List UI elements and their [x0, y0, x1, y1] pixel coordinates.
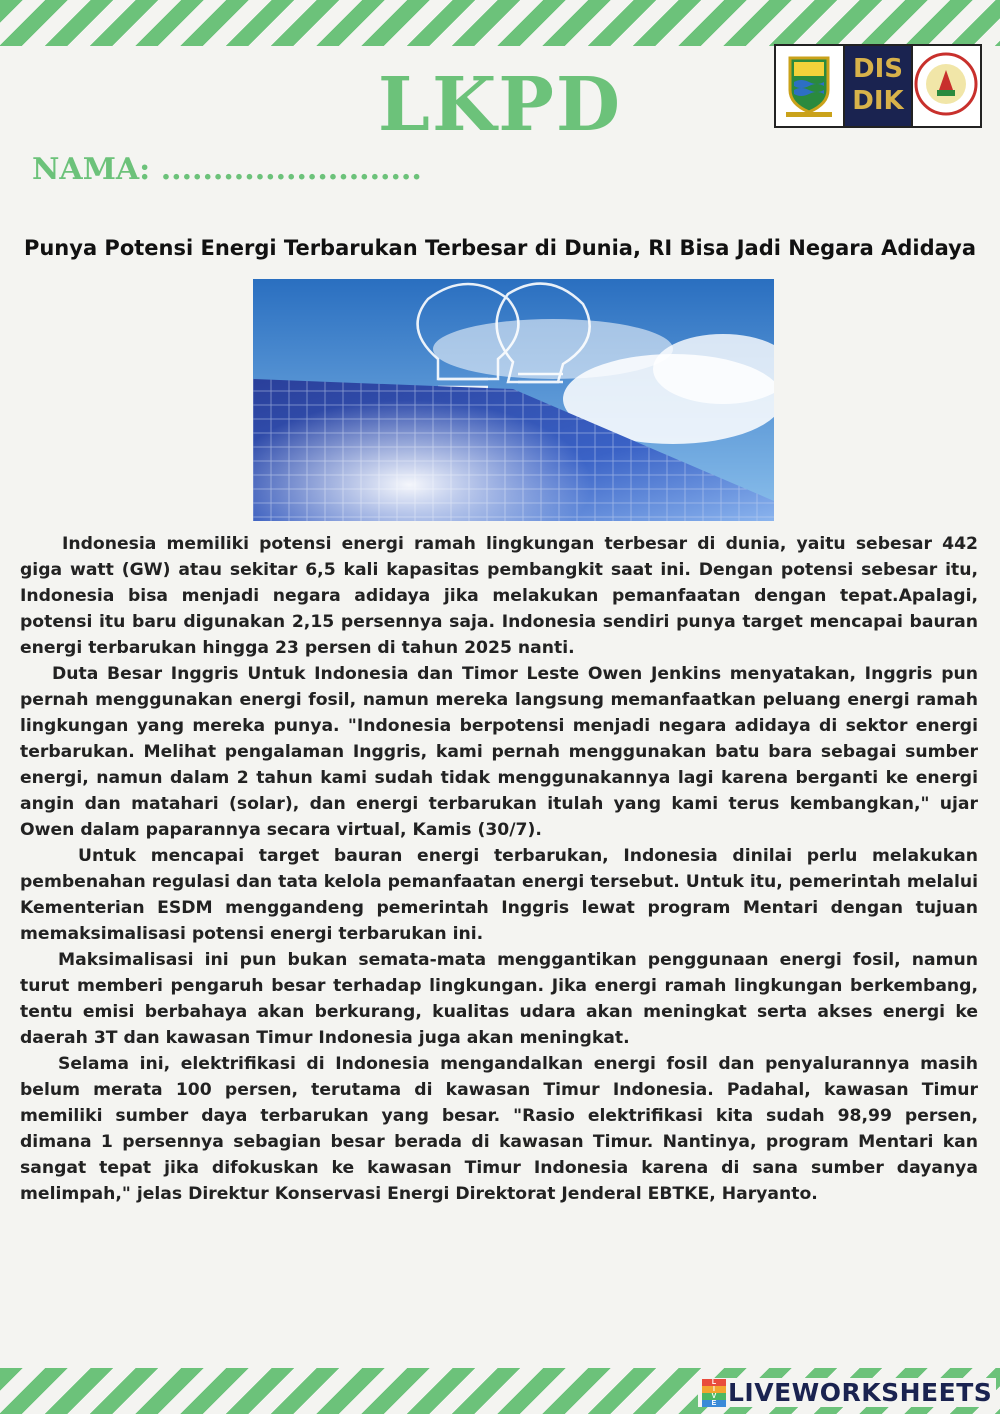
article-paragraph: Indonesia memiliki potensi energi ramah lingkungan terbesar di dunia, yaitu sebesar 442 giga watt (GW) atau sekitar 6,5 kali kapasitas pembangkit saat ini. Dengan potensi sebesar itu, Indonesia bisa menjadi negara adidaya jika melakukan pemanfaatan dengan tepat.Apalagi, potensi itu baru digunakan 2,15 persennya saja. Indonesia sendiri punya target mencapai bauran energi terbarukan hingga 23 persen di tahun 2025 nanti. [20, 534, 978, 658]
brand-mark-icon: L I V E [702, 1379, 726, 1407]
top-stripe-border [0, 0, 1000, 46]
solar-panel-image [253, 279, 774, 521]
article-paragraph: Duta Besar Inggris Untuk Indonesia dan Timor Leste Owen Jenkins menyatakan, Inggris pun pernah menggunakan energi fosil, namun mereka langsung memanfaatkan peluang energi ramah lingkungan yang mereka punya. "Indonesia berpotensi menjadi negara adidaya di sektor energi terbarukan. Melihat pengalaman Inggris, kami pernah menggunakan batu bara sebagai sumber energi, namun dalam 2 tahun kami sudah tidak menggunakannya lagi karena berganti ke energi angin dan matahari (solar), dan energi terbarukan itulah yang kami terus kembangkan," ujar Owen dalam paparannya secara virtual, Kamis (30/7). [20, 664, 978, 840]
bandung-emblem-icon [776, 46, 845, 126]
liveworksheets-brand [698, 1378, 996, 1407]
name-field-label: NAMA: ......................... [32, 152, 422, 187]
disdik-logo-icon: DIS DIK [845, 46, 914, 126]
school-emblem-icon [913, 46, 980, 126]
article-body [20, 531, 978, 1207]
article-paragraph: Selama ini, elektrifikasi di Indonesia mengandalkan energi fosil dan penyalurannya masih belum merata 100 persen, terutama di kawasan Timur Indonesia. Padahal, kawasan Timur memiliki sumber daya terbarukan yang besar. "Rasio elektrifikasi kita sudah 98,99 persen, dimana 1 persennya sebagian besar berada di kawasan Timur. Nantinya, program Mentari kan sangat tepat jika difokuskan ke kawasan Timur Indonesia karena di sana sumber dayanya melimpah," jelas Direktur Konservasi Energi Direktorat Jenderal EBTKE, Haryanto. [20, 1054, 978, 1204]
brand-name: LIVEWORKSHEETS [728, 1378, 993, 1407]
article-paragraph: Maksimalisasi ini pun bukan semata-mata menggantikan penggunaan energi fosil, namun turut memberi pengaruh besar terhadap lingkungan. Jika energi ramah lingkungan berkembang, tentu emisi berbahaya akan berkurang, kualitas udara akan meningkat serta akses energi ke daerah 3T dan kawasan Timur Indonesia juga akan meningkat. [20, 950, 978, 1048]
article-paragraph: Untuk mencapai target bauran energi terbarukan, Indonesia dinilai perlu melakukan pembenahan regulasi dan tata kelola pemanfaatan energi tersebut. Untuk itu, pemerintah melalui Kementerian ESDM menggandeng pemerintah Inggris lewat program Mentari dengan tujuan memaksimalisasi potensi energi terbarukan ini. [20, 846, 978, 944]
page-title: LKPD [377, 62, 623, 148]
institution-logos [774, 44, 982, 128]
article-headline: Punya Potensi Energi Terbarukan Terbesar di Dunia, RI Bisa Jadi Negara Adidaya [23, 236, 977, 260]
